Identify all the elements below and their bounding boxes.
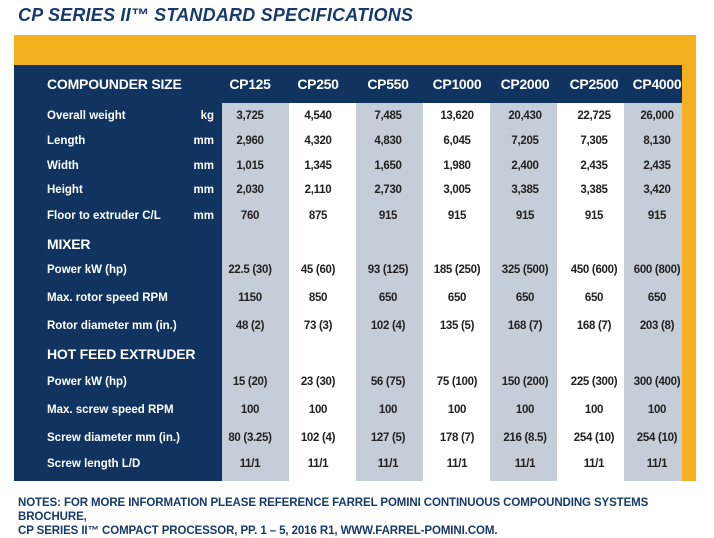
column-header: CP1000 [432,76,482,92]
section-heading: MIXER [47,236,91,252]
table-cell: 11/1 [514,458,536,470]
table-cell: 1,015 [236,160,264,172]
table-cell: 168 (7) [576,320,612,332]
table-cell: 11/1 [646,458,668,470]
table-cell: 75 (100) [436,376,478,388]
row-label: Floor to extruder C/L [47,210,161,222]
table-cell: 850 [308,292,328,304]
table-cell: 73 (3) [303,320,333,332]
table-cell: 650 [584,292,604,304]
table-cell: 150 (200) [501,376,549,388]
column-header: CP250 [297,76,339,92]
table-cell: 254 (10) [573,432,615,444]
table-cell: 203 (8) [639,320,675,332]
table-cell: 2,435 [580,160,608,172]
table-cell: 650 [515,292,535,304]
notes-line-2: CP SERIES II™ COMPACT PROCESSOR, PP. 1 – 5, 2016 R1, WWW.FARREL-POMINI.COM. [18,525,498,537]
table-cell: 7,205 [511,135,539,147]
table-cell: 216 (8.5) [503,432,547,444]
table-cell: 168 (7) [507,320,543,332]
row-label: Length [47,135,86,147]
table-cell: 254 (10) [636,432,678,444]
table-cell: 2,435 [643,160,671,172]
row-label: Screw length L/D [47,458,141,470]
table-cell: 11/1 [583,458,605,470]
table-cell: 11/1 [239,458,261,470]
column-header: CP2500 [569,76,619,92]
row-unit: mm [193,160,214,172]
table-cell: 48 (2) [235,320,265,332]
table-cell: 915 [447,210,467,222]
orange-side-band [682,35,696,481]
row-label: Max. screw speed RPM [47,404,174,416]
table-cell: 15 (20) [232,376,268,388]
table-cell: 650 [447,292,467,304]
table-cell: 100 [240,404,260,416]
table-cell: 80 (3.25) [228,432,272,444]
table-cell: 4,830 [374,135,402,147]
table-cell: 7,305 [580,135,608,147]
table-cell: 56 (75) [370,376,406,388]
table-cell: 4,540 [304,110,332,122]
table-cell: 13,620 [440,110,474,122]
column-header: CP550 [367,76,409,92]
table-cell: 100 [308,404,328,416]
table-cell: 100 [515,404,535,416]
table-cell: 100 [447,404,467,416]
table-cell: 915 [647,210,667,222]
table-cell: 11/1 [377,458,399,470]
table-cell: 3,385 [580,184,608,196]
table-cell: 26,000 [640,110,674,122]
table-cell: 1,650 [374,160,402,172]
table-cell: 3,725 [236,110,264,122]
table-cell: 93 (125) [367,264,409,276]
row-label: Max. rotor speed RPM [47,292,168,304]
table-cell: 6,045 [443,135,471,147]
table-cell: 11/1 [307,458,329,470]
table-cell: 1,345 [304,160,332,172]
notes-line-1: NOTES: FOR MORE INFORMATION PLEASE REFERENCE FARREL POMINI CONTINUOUS COMPOUNDING SYSTEMS BROCHURE, [18,497,649,523]
table-cell: 915 [378,210,398,222]
column-header: CP4000 [632,76,682,92]
table-cell: 8,130 [643,135,671,147]
notes [18,496,708,538]
table-cell: 100 [647,404,667,416]
row-label: Height [47,184,83,196]
row-label: Power kW (hp) [47,376,127,388]
table-cell: 1,980 [443,160,471,172]
row-label: Power kW (hp) [47,264,127,276]
table-cell: 22,725 [577,110,611,122]
row-label: Width [47,160,79,172]
table-cell: 915 [515,210,535,222]
table-cell: 7,485 [374,110,402,122]
table-cell: 325 (500) [501,264,549,276]
table-cell: 102 (4) [300,432,336,444]
table-cell: 23 (30) [300,376,336,388]
table-cell: 100 [378,404,398,416]
row-unit: mm [193,135,214,147]
table-cell: 185 (250) [433,264,481,276]
table-cell: 11/1 [446,458,468,470]
row-label: Overall weight [47,110,126,122]
table-cell: 2,030 [236,184,264,196]
table-cell: 100 [584,404,604,416]
column-header: CP125 [229,76,271,92]
table-cell: 2,400 [511,160,539,172]
table-cell: 22.5 (30) [228,264,272,276]
page-title: CP SERIES II™ STANDARD SPECIFICATIONS [18,5,414,25]
table-cell: 20,430 [508,110,542,122]
table-cell: 760 [240,210,260,222]
table-cell: 875 [308,210,328,222]
table-cell: 4,320 [304,135,332,147]
table-cell: 650 [378,292,398,304]
table-cell: 127 (5) [370,432,406,444]
table-cell: 3,420 [643,184,671,196]
row-label: Screw diameter mm (in.) [47,432,180,444]
table-cell: 3,005 [443,184,471,196]
table-cell: 2,960 [236,135,264,147]
table-cell: 1150 [238,292,262,304]
table-cell: 600 (800) [633,264,681,276]
table-cell: 3,385 [511,184,539,196]
table-cell: 45 (60) [300,264,336,276]
table-cell: 2,730 [374,184,402,196]
table-cell: 450 (600) [570,264,618,276]
section-heading: HOT FEED EXTRUDER [47,346,196,362]
row-unit: kg [200,110,214,122]
row-unit: mm [193,184,214,196]
table-cell: 2,110 [304,184,332,196]
table-cell: 135 (5) [439,320,475,332]
table-cell: 915 [584,210,604,222]
orange-header-band [14,35,696,65]
table-cell: 650 [647,292,667,304]
table-cell: 225 (300) [570,376,618,388]
row-label: Rotor diameter mm (in.) [47,320,177,332]
column-header: CP2000 [500,76,550,92]
table-cell: 102 (4) [370,320,406,332]
row-unit: mm [193,210,214,222]
header-label: COMPOUNDER SIZE [47,76,182,92]
table-cell: 300 (400) [633,376,681,388]
table-cell: 178 (7) [439,432,475,444]
